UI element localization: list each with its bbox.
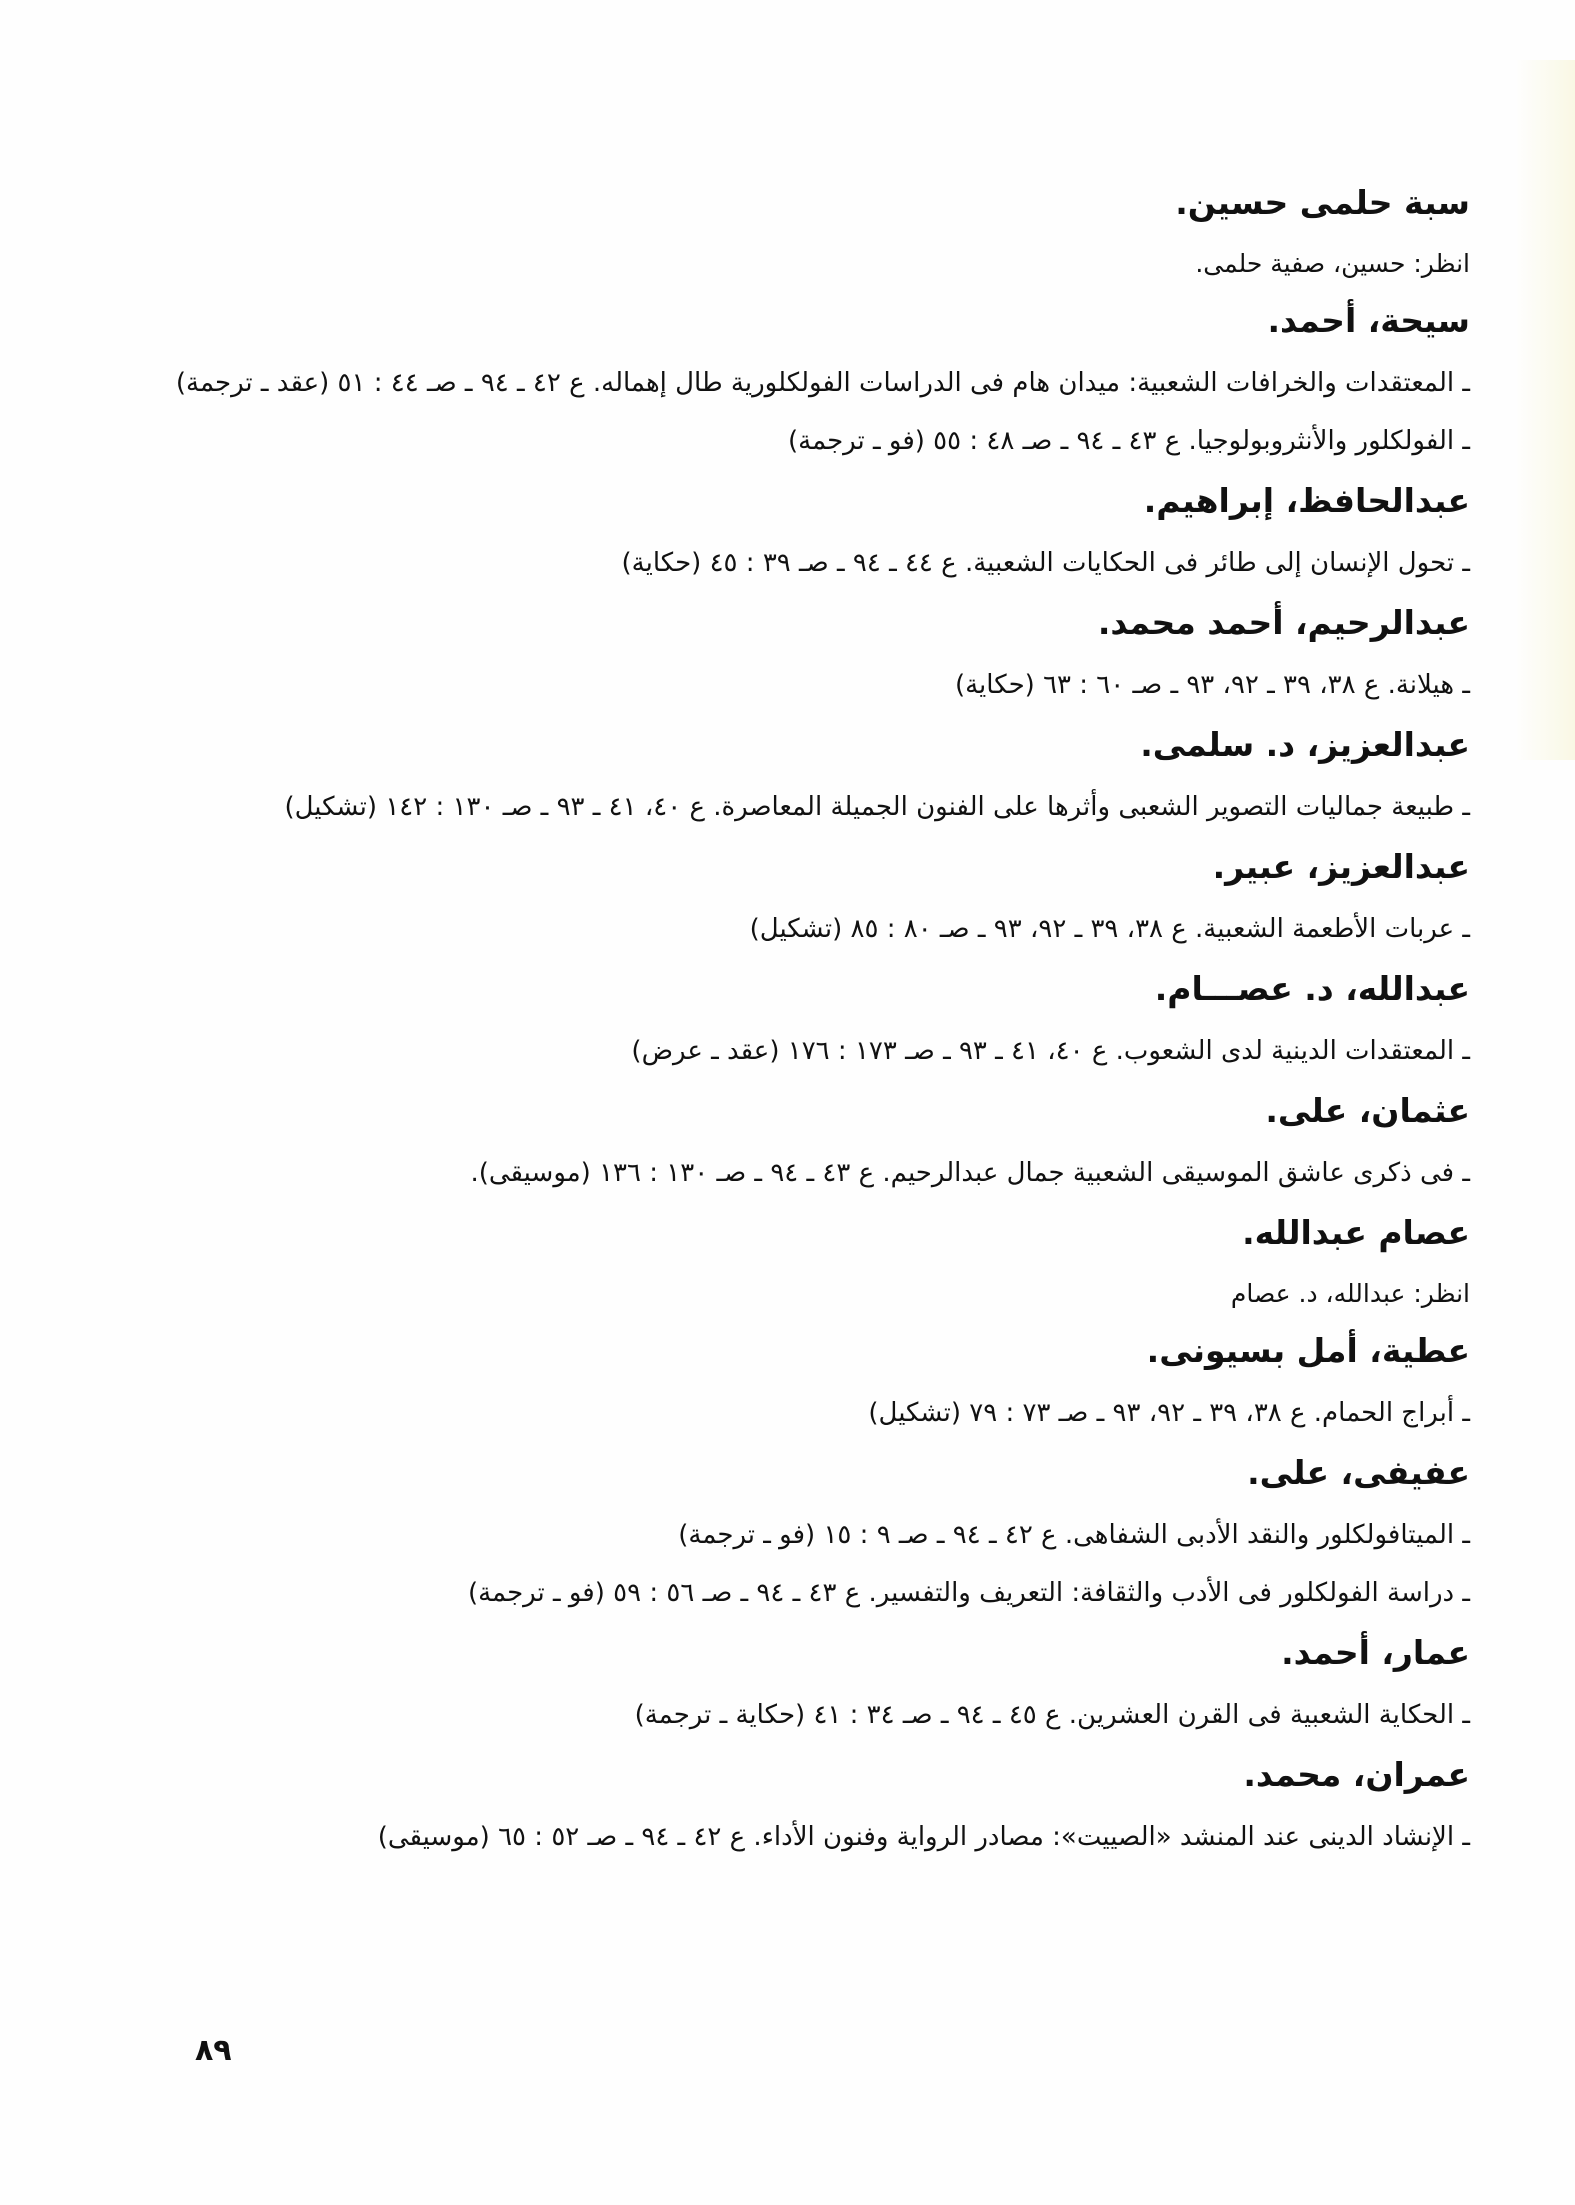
see-reference: انظر: حسين، صفية حلمى. (1195, 249, 1470, 278)
index-entry (140, 298, 1470, 462)
work-citation: ـ عربات الأطعمة الشعبية. ع ٣٨، ٣٩ ـ ٩٢، ٩٣ ـ صـ ٨٠ : ٨٥ (تشكيل) (749, 914, 1470, 944)
work-citation: ـ فى ذكرى عاشق الموسيقى الشعبية جمال عبدالرحيم. ع ٤٣ ـ ٩٤ ـ صـ ١٣٠ : ١٣٦ (موسيقى). (470, 1158, 1470, 1188)
author-heading: عمار، أحمد. (1281, 1633, 1470, 1672)
work-citation: ـ الميتافولكلور والنقد الأدبى الشفاهى. ع ٤٢ ـ ٩٤ ـ صـ ٩ : ١٥ (فو ـ ترجمة) (678, 1520, 1470, 1550)
work-citation: ـ هيلانة. ع ٣٨، ٣٩ ـ ٩٢، ٩٣ ـ صـ ٦٠ : ٦٣ (حكاية) (954, 670, 1470, 700)
index-entry (140, 600, 1470, 706)
index-entry (140, 722, 1470, 828)
index-entry (140, 966, 1470, 1072)
index-entry (140, 844, 1470, 950)
index-entry (140, 1210, 1470, 1314)
see-reference: انظر: عبدالله، د. عصام (1230, 1279, 1470, 1308)
work-citation: ـ المعتقدات والخرافات الشعبية: ميدان هام فى الدراسات الفولكلورية طال إهماله. ع ٤٢ ـ ٩٤ ـ صـ ٤٤ : ٥١ (عقد ـ ترجمة) (175, 368, 1470, 398)
index-entry (140, 1450, 1470, 1614)
work-citation: ـ أبراج الحمام. ع ٣٨، ٣٩ ـ ٩٢، ٩٣ ـ صـ ٧٣ : ٧٩ (تشكيل) (868, 1398, 1470, 1428)
author-heading: عبدالرحيم، أحمد محمد. (1097, 603, 1470, 642)
work-citation: ـ الحكاية الشعبية فى القرن العشرين. ع ٤٥ ـ ٩٤ ـ صـ ٣٤ : ٤١ (حكاية ـ ترجمة) (634, 1700, 1470, 1730)
author-heading: عمران، محمد. (1243, 1755, 1470, 1794)
author-heading: عبدالعزيز، عبير. (1212, 847, 1470, 886)
index-entry (140, 1752, 1470, 1858)
work-citation: ـ المعتقدات الدينية لدى الشعوب. ع ٤٠، ٤١ ـ ٩٣ ـ صـ ١٧٣ : ١٧٦ (عقد ـ عرض) (631, 1036, 1470, 1066)
author-heading: سيحة، أحمد. (1267, 301, 1470, 340)
index-entry (140, 1088, 1470, 1194)
author-heading: سبة حلمى حسين. (1175, 183, 1470, 222)
page-number: ٨٩ (195, 2033, 232, 2068)
author-heading: عبدالحافظ، إبراهيم. (1143, 481, 1470, 520)
work-citation: ـ الإنشاد الدينى عند المنشد «الصييت»: مصادر الرواية وفنون الأداء. ع ٤٢ ـ ٩٤ ـ صـ ٥٢ : ٦٥ (موسيقى) (377, 1822, 1470, 1852)
author-index (140, 180, 1470, 1874)
author-heading: عبدالعزيز، د. سلمى. (1140, 725, 1470, 764)
work-citation: ـ طبيعة جماليات التصوير الشعبى وأثرها على الفنون الجميلة المعاصرة. ع ٤٠، ٤١ ـ ٩٣ ـ صـ ١٣٠ : ١٤٢ (تشكيل) (284, 792, 1470, 822)
index-entry (140, 1328, 1470, 1434)
author-heading: عبدالله، د. عصـــام. (1154, 969, 1470, 1008)
index-entry (140, 478, 1470, 584)
index-entry (140, 1630, 1470, 1736)
scan-edge-tint (1515, 60, 1575, 760)
work-citation: ـ الفولكلور والأنثروبولوجيا. ع ٤٣ ـ ٩٤ ـ صـ ٤٨ : ٥٥ (فو ـ ترجمة) (787, 426, 1470, 456)
author-heading: عصام عبدالله. (1242, 1213, 1470, 1252)
author-heading: عطية، أمل بسيونى. (1146, 1331, 1470, 1370)
work-citation: ـ تحول الإنسان إلى طائر فى الحكايات الشعبية. ع ٤٤ ـ ٩٤ ـ صـ ٣٩ : ٤٥ (حكاية) (621, 548, 1470, 578)
author-heading: عثمان، على. (1265, 1091, 1470, 1130)
work-citation: ـ دراسة الفولكلور فى الأدب والثقافة: التعريف والتفسير. ع ٤٣ ـ ٩٤ ـ صـ ٥٦ : ٥٩ (فو ـ ترجمة) (467, 1578, 1470, 1608)
index-entry (140, 180, 1470, 284)
author-heading: عفيفى، على. (1247, 1453, 1470, 1492)
